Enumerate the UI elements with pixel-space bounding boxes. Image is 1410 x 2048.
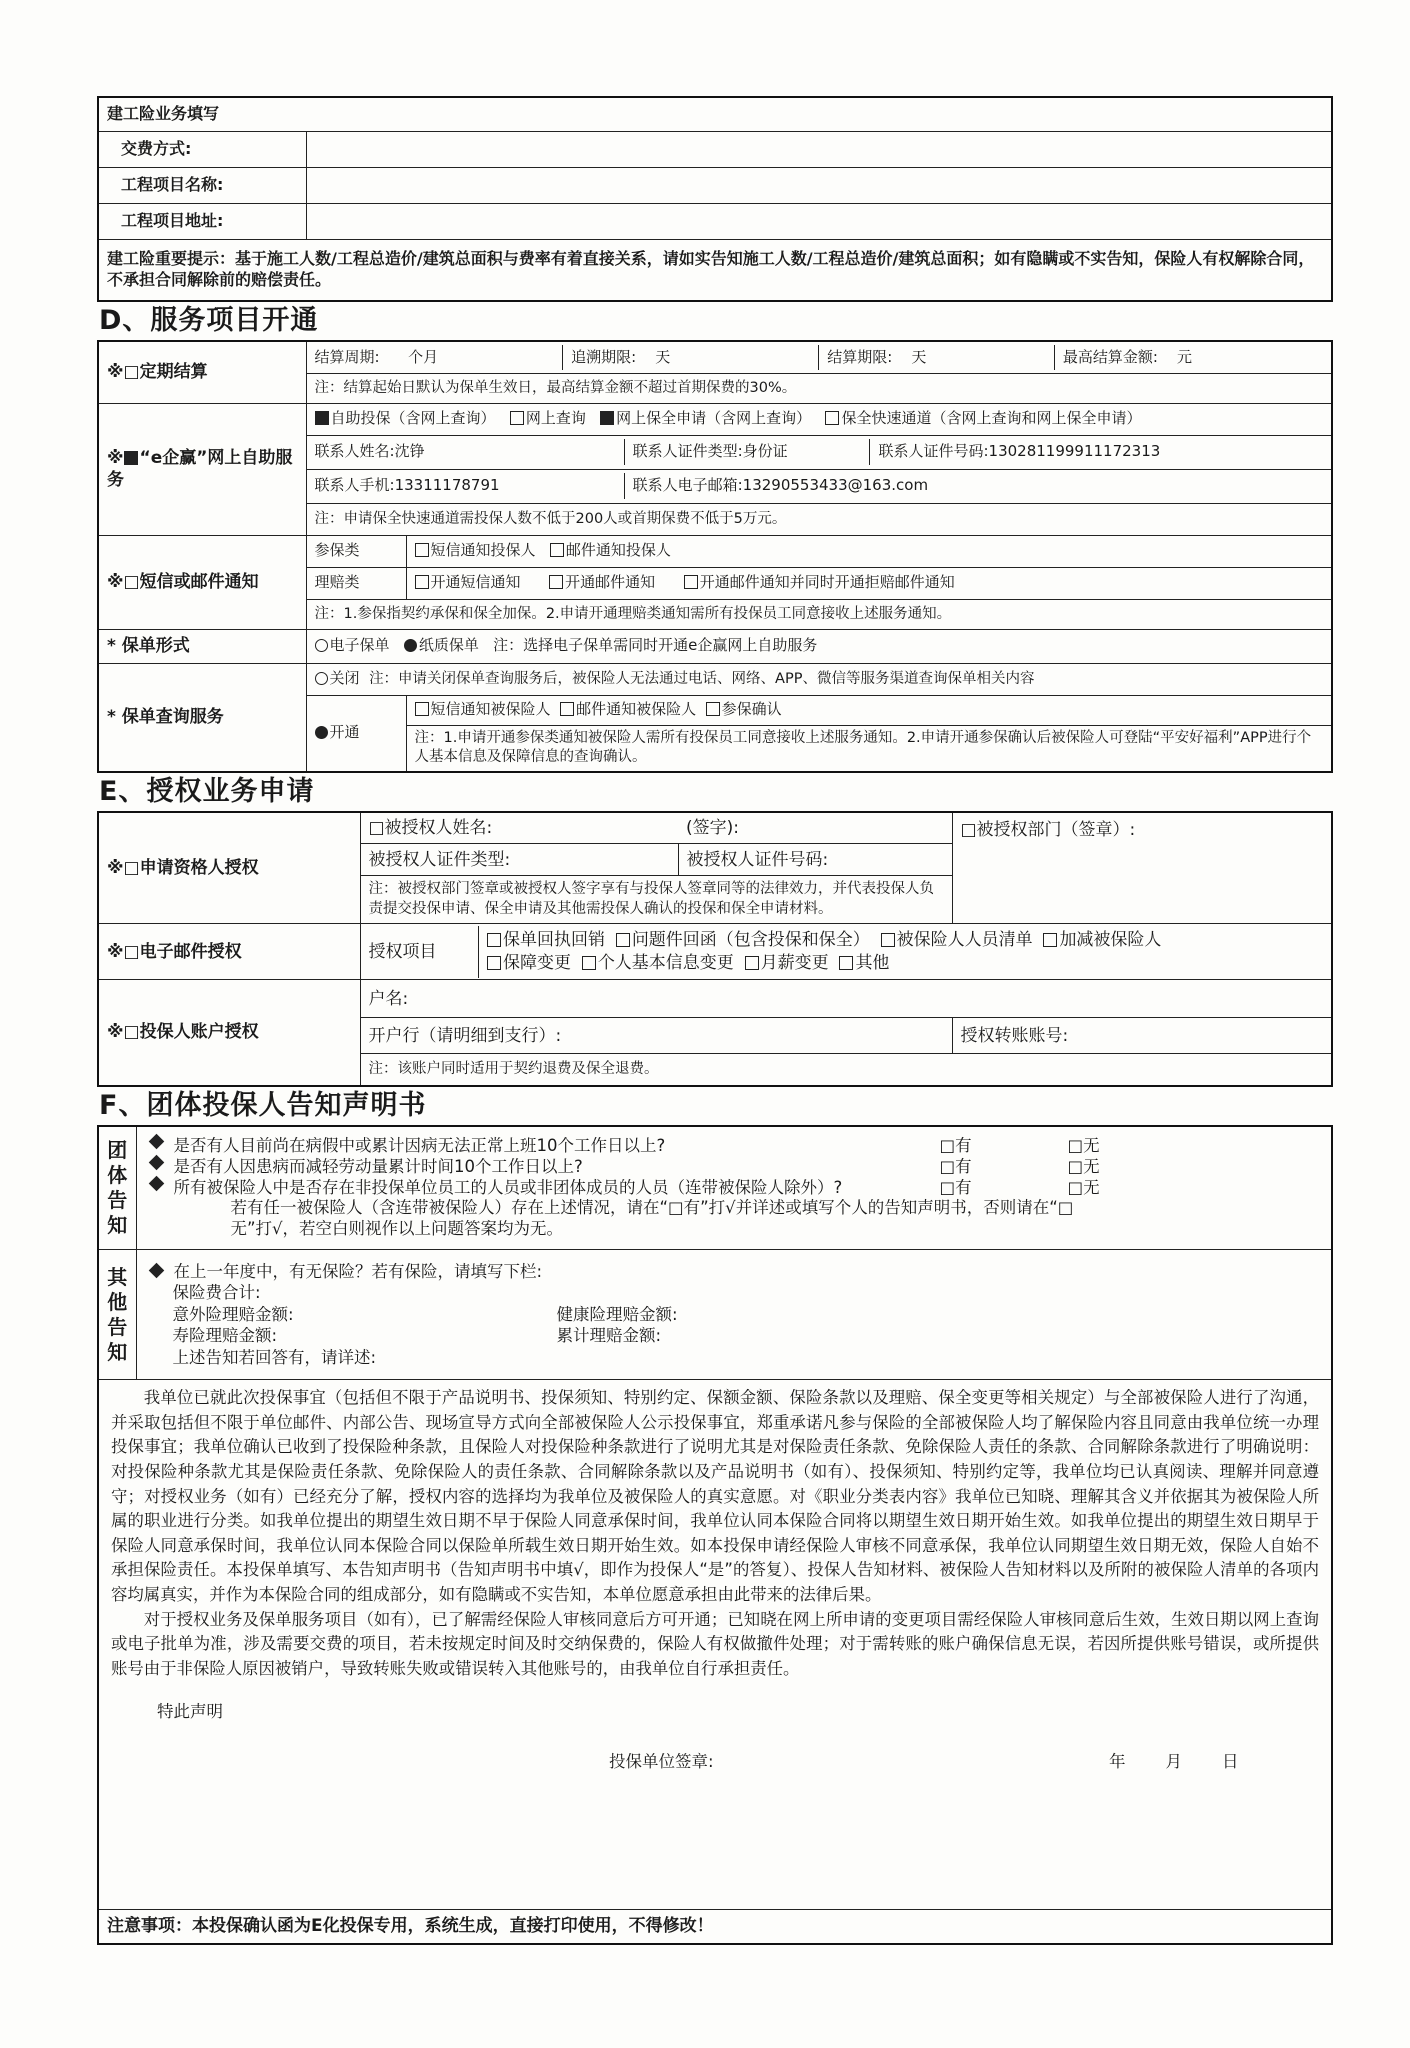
checkbox-icon[interactable] bbox=[549, 575, 563, 589]
eservice-opt3: 网上保全申请（含网上查询） bbox=[616, 409, 812, 428]
bank-label[interactable]: 开户行（请明细到支行）: bbox=[360, 1018, 952, 1054]
email-insured-option: 邮件通知被保险人 bbox=[576, 700, 697, 719]
query-service-label: * 保单查询服务 bbox=[98, 663, 306, 772]
id-no-value[interactable]: 130281199911172313 bbox=[988, 442, 1161, 461]
checked-box-icon bbox=[124, 451, 138, 465]
sms-insured-option: 短信通知被保险人 bbox=[430, 700, 551, 719]
account-note: 注：该账户同时适用于契约退费及保全退费。 bbox=[360, 1054, 1332, 1086]
q1-no-checkbox[interactable]: □无 bbox=[1067, 1136, 1100, 1156]
radio-icon[interactable] bbox=[315, 639, 328, 652]
q3-yes-checkbox[interactable]: □有 bbox=[939, 1177, 972, 1197]
declaration-paragraph-2: 对于授权业务及保单服务项目（如有），已了解需经保险人审核同意后方可开通；已知晓在网上所申请的变更项目需经保险人审核同意后生效，生效日期以网上查询或电子批单为准，涉及需要交费的项目，若未按规定时间及时交纳保费的，保险人有权做撤件处理；对于需转账的账户确保信息无误，若因所提供账号错误，或所提供账号由于非保险人原因被销户，导致转账失败或错误转入其他账号的，由我单位自行承担责任。 bbox=[111, 1609, 1319, 1678]
auth-item-insured-list: 被保险人人员清单 bbox=[896, 929, 1033, 950]
eservice-label-text: “e企赢”网上自助服务 bbox=[107, 447, 293, 490]
total-claim-label[interactable]: 累计理赔金额: bbox=[556, 1326, 662, 1346]
group-notice-note: 若有任一被保险人（含连带被保险人）存在上述情况，请在“□有”打√并详述或填写个人的告知声明书，否则请在“□无”打√，若空白则视作以上问题答案均为无。 bbox=[230, 1198, 1074, 1238]
detail-label[interactable]: 上述告知若回答有，请详述: bbox=[172, 1347, 377, 1367]
checkbox-icon[interactable] bbox=[415, 575, 429, 589]
periodic-note: 注：结算起始日默认为保单生效日，最高结算金额不超过首期保费的30%。 bbox=[306, 373, 1332, 403]
radio-selected-icon[interactable] bbox=[404, 639, 417, 652]
construction-tip: 建工险重要提示：基于施工人数/工程总造价/建筑总面积与费率有着直接关系，请如实告知施工人数/工程总造价/建筑总面积；如有隐瞒或不实告知，保险人有权解除合同，不承担合同解除前的赔偿责任。 bbox=[98, 239, 1332, 301]
auth-item-add-remove: 加减被保险人 bbox=[1059, 929, 1162, 950]
checkbox-icon[interactable] bbox=[487, 956, 501, 970]
section-d-title: D、服务项目开通 bbox=[99, 305, 319, 336]
checkbox-icon[interactable] bbox=[616, 933, 630, 947]
eservice-opt4: 保全快速通道（含网上查询和网上保全申请） bbox=[841, 409, 1142, 428]
enroll-confirm-option: 参保确认 bbox=[721, 700, 782, 719]
checkbox-icon[interactable] bbox=[745, 956, 759, 970]
notify-row2-label: 理赔类 bbox=[306, 567, 406, 599]
diamond-bullet-icon bbox=[148, 1263, 164, 1279]
q3-no-checkbox[interactable]: □无 bbox=[1067, 1177, 1100, 1197]
project-address-label: 工程项目地址: bbox=[98, 203, 306, 239]
account-holder-label[interactable]: 户名: bbox=[360, 980, 1332, 1018]
section-e-title: E、授权业务申请 bbox=[99, 775, 315, 807]
query-open-note: 注：1.申请开通参保类通知被保险人需所有投保员工同意接收上述服务通知。2.申请开通参保确认后被保险人可登陆“平安好福利”APP进行个人基本信息及保障信息的查询确认。 bbox=[406, 725, 1332, 772]
required-mark: ※ bbox=[107, 447, 124, 468]
qual-auth-label[interactable]: ※□申请资格人授权 bbox=[98, 812, 360, 924]
section-f-title: F、团体投保人告知声明书 bbox=[99, 1089, 427, 1121]
life-claim-label[interactable]: 寿险理赔金额: bbox=[172, 1326, 278, 1346]
sms-policyholder-option: 短信通知投保人 bbox=[430, 541, 536, 560]
checked-box-icon[interactable] bbox=[315, 411, 329, 425]
max-amount-label: 最高结算金额: bbox=[1062, 347, 1158, 366]
project-address-field[interactable] bbox=[306, 203, 1332, 239]
eservice-opt1: 自助投保（含网上查询） bbox=[330, 409, 496, 428]
payment-method-label: 交费方式: bbox=[98, 131, 306, 167]
q1-yes-checkbox[interactable]: □有 bbox=[939, 1136, 972, 1156]
account-auth-label[interactable]: ※□投保人账户授权 bbox=[98, 980, 360, 1086]
email-label: 联系人电子邮箱: bbox=[632, 476, 743, 495]
cycle-label: 结算周期: bbox=[314, 347, 380, 366]
form-sheet bbox=[97, 96, 1333, 1945]
project-name-label: 工程项目名称: bbox=[98, 167, 306, 203]
notify-label[interactable]: ※□短信或邮件通知 bbox=[98, 535, 306, 629]
auth-id-no-label[interactable]: 被授权人证件号码: bbox=[678, 844, 952, 876]
contact-name-label: 联系人姓名: bbox=[314, 442, 395, 461]
notify-row1-label: 参保类 bbox=[306, 535, 406, 567]
checkbox-icon[interactable] bbox=[550, 543, 564, 557]
section-d-table bbox=[97, 340, 1333, 773]
section-f-table bbox=[97, 1125, 1333, 1945]
project-name-field[interactable] bbox=[306, 167, 1332, 203]
auth-person-name-label[interactable]: □被授权人姓名: bbox=[360, 812, 678, 844]
auth-item-other: 其他 bbox=[855, 952, 890, 973]
diamond-bullet-icon bbox=[148, 1155, 164, 1171]
limit-unit: 天 bbox=[911, 347, 927, 366]
id-no-label: 联系人证件号码: bbox=[878, 442, 989, 461]
group-notice-label: 团体告知 bbox=[98, 1126, 136, 1250]
limit-label: 结算期限: bbox=[827, 347, 893, 366]
checkbox-icon[interactable] bbox=[684, 575, 698, 589]
construction-table bbox=[97, 96, 1333, 302]
diamond-bullet-icon bbox=[148, 1134, 164, 1150]
declaration-paragraph-1: 我单位已就此次投保事宜（包括但不限于产品说明书、投保须知、特别约定、保额金额、保险条款以及理赔、保全变更等相关规定）与全部被保险人进行了沟通，并采取包括但不限于单位邮件、内部公告、现场宣导方式向全部被保险人公示投保事宜，郑重承诺凡参与保险的全部被保险人均了解保险内容且同意由我单位统一办理投保事宜；我单位确认已收到了投保险种条款，且保险人对投保险种条款进行了说明尤其是对保险责任条款、免除保险人责任的条款、合同解除条款进行了明确说明：对投保险种条款尤其是保险责任条款、免除保险人的责任条款、合同解除条款以及产品说明书（如有）、投保须知、特别约定等，我单位均已认真阅读、理解并同意遵守；对授权业务（如有）已经充分了解，授权内容的选择均为我单位及被保险人的真实意愿。对《职业分类表内容》我单位已知晓、理解其含义并依据其为被保险人所属的职业进行分类。如我单位提出的期望生效日期不早于保险人同意承保时间，我单位认同本保险合同将以期望生效日期开始生效。如我单位提出的期望生效日期早于保险人同意承保时间，我单位认同本保险合同以保险单所载生效日期开始生效。如本投保申请经保险人审核不同意承保，我单位认同期望生效日期无效，保险人自始不承担保险责任。本投保单填写、本告知声明书（告知声明书中填√，即作为投保人“是”的答复）、投保人告知材料、被保险人告知材料以及所附的被保险人清单的各项内容均属真实，并作为本保险合同的组成部分，如有隐瞒或不实告知，本单位愿意承担由此带来的法律后果。 bbox=[111, 1388, 1319, 1604]
phone-value[interactable]: 13311178791 bbox=[394, 476, 500, 495]
policy-form-label: * 保单形式 bbox=[98, 629, 306, 663]
checkbox-icon[interactable] bbox=[560, 702, 574, 716]
sign-label[interactable]: 投保单位签章: bbox=[609, 1751, 714, 1771]
premium-total-label[interactable]: 保险费合计: bbox=[172, 1283, 261, 1303]
auth-item-info-change: 个人基本信息变更 bbox=[597, 952, 734, 973]
payment-method-field[interactable] bbox=[306, 131, 1332, 167]
section-e-table bbox=[97, 811, 1333, 1087]
footer-notice: 注意事项：本投保确认函为E化投保专用，系统生成，直接打印使用，不得修改！ bbox=[98, 1910, 1332, 1944]
checkbox-icon[interactable] bbox=[415, 543, 429, 557]
qual-auth-note: 注：被授权部门签章或被授权人签字享有与投保人签章同等的法律效力，并代表投保人负责提交投保申请、保全申请及其他需投保人确认的投保和保全申请材料。 bbox=[360, 876, 952, 924]
email-value[interactable]: 13290553433@163.com bbox=[742, 476, 929, 495]
checkbox-icon[interactable] bbox=[706, 702, 720, 716]
periodic-settlement-label[interactable]: ※□定期结算 bbox=[98, 341, 306, 403]
phone-label: 联系人手机: bbox=[314, 476, 395, 495]
checkbox-icon[interactable] bbox=[510, 411, 524, 425]
auth-person-sign-label[interactable]: (签字): bbox=[678, 812, 952, 844]
q2-yes-checkbox[interactable]: □有 bbox=[939, 1156, 972, 1176]
open-email-reject-option: 开通邮件通知并同时开通拒赔邮件通知 bbox=[699, 573, 955, 592]
radio-selected-icon[interactable] bbox=[315, 726, 328, 739]
month-label: 月 bbox=[1165, 1751, 1182, 1771]
transfer-account-label[interactable]: 授权转账账号: bbox=[952, 1018, 1332, 1054]
accident-claim-label[interactable]: 意外险理赔金额: bbox=[172, 1304, 294, 1324]
checkbox-icon[interactable] bbox=[1043, 933, 1057, 947]
paper-policy-option: 纸质保单 bbox=[418, 636, 479, 655]
open-sms-option: 开通短信通知 bbox=[430, 573, 521, 592]
checkbox-icon[interactable] bbox=[487, 933, 501, 947]
day-label: 日 bbox=[1222, 1751, 1239, 1771]
diamond-bullet-icon bbox=[148, 1175, 164, 1191]
auth-item-issue-reply: 问题件回函（包含投保和保全） bbox=[631, 929, 870, 950]
notify-note: 注：1.参保指契约承保和保全加保。2.申请开通理赔类通知需所有投保员工同意接收上述服务通知。 bbox=[306, 599, 1332, 629]
other-question: 在上一年度中，有无保险？若有保险，请填写下栏: bbox=[173, 1262, 543, 1282]
radio-icon[interactable] bbox=[315, 672, 328, 685]
checkbox-icon[interactable] bbox=[582, 956, 596, 970]
max-amount-unit: 元 bbox=[1177, 347, 1193, 366]
email-policyholder-option: 邮件通知投保人 bbox=[565, 541, 671, 560]
open-email-option: 开通邮件通知 bbox=[565, 573, 656, 592]
auth-item-receipt: 保单回执回销 bbox=[503, 929, 605, 950]
email-auth-label[interactable]: ※□电子邮件授权 bbox=[98, 924, 360, 980]
eservice-label[interactable] bbox=[98, 403, 306, 535]
auth-dept-label[interactable]: □被授权部门（签章）: bbox=[952, 812, 1332, 924]
trace-label: 追溯期限: bbox=[571, 347, 637, 366]
auth-item-label: 授权项目 bbox=[361, 926, 479, 978]
query-close-note: 注：申请关闭保单查询服务后，被保险人无法通过电话、网络、APP、微信等服务渠道查询保单相关内容 bbox=[369, 671, 1035, 688]
trace-unit: 天 bbox=[655, 347, 671, 366]
policy-form-note: 注：选择电子保单需同时开通e企赢网上自助服务 bbox=[493, 636, 818, 655]
cycle-unit: 个月 bbox=[408, 347, 439, 366]
hereby-declare: 特此声明 bbox=[157, 1702, 223, 1722]
eservice-note: 注：申请保全快速通道需投保人数不低于200人或首期保费不低于5万元。 bbox=[306, 503, 1332, 535]
question-1: 是否有人目前尚在病假中或累计因病无法正常上班10个工作日以上? bbox=[173, 1136, 666, 1156]
checkbox-icon[interactable] bbox=[825, 411, 839, 425]
question-2: 是否有人因患病而减轻劳动量累计时间10个工作日以上? bbox=[173, 1156, 583, 1176]
health-claim-label[interactable]: 健康险理赔金额: bbox=[556, 1304, 678, 1324]
eservice-opt2: 网上查询 bbox=[525, 409, 586, 428]
checked-box-icon[interactable] bbox=[600, 411, 614, 425]
checkbox-icon[interactable] bbox=[415, 702, 429, 716]
checkbox-icon[interactable] bbox=[839, 956, 853, 970]
question-3: 所有被保险人中是否存在非投保单位员工的人员或非团体成员的人员（连带被保险人除外）? bbox=[173, 1177, 843, 1197]
construction-header: 建工险业务填写 bbox=[98, 97, 1332, 131]
checkbox-icon[interactable] bbox=[881, 933, 895, 947]
query-open-option: 开通 bbox=[329, 723, 360, 742]
id-type-value[interactable]: 身份证 bbox=[742, 442, 788, 461]
e-policy-option: 电子保单 bbox=[329, 636, 390, 655]
auth-item-salary-change: 月薪变更 bbox=[760, 952, 829, 973]
q2-no-checkbox[interactable]: □无 bbox=[1067, 1156, 1100, 1176]
auth-id-type-label[interactable]: 被授权人证件类型: bbox=[360, 844, 678, 876]
contact-name-value[interactable]: 沈铮 bbox=[394, 442, 425, 461]
id-type-label: 联系人证件类型: bbox=[632, 442, 743, 461]
other-notice-label: 其他告知 bbox=[98, 1250, 136, 1380]
year-label: 年 bbox=[1109, 1751, 1126, 1771]
auth-item-coverage-change: 保障变更 bbox=[503, 952, 571, 973]
query-close-option: 关闭 bbox=[329, 669, 360, 688]
